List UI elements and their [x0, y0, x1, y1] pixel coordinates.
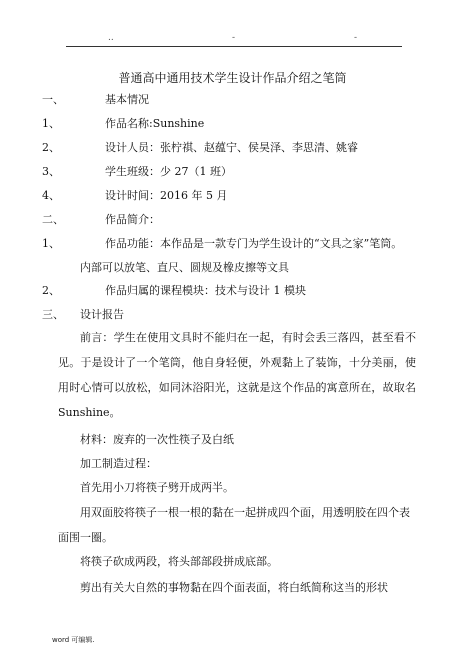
footer-note: word 可编辑.	[52, 636, 95, 644]
process-step: 将筷子砍成两段，将头部部段拼成底部。	[80, 555, 278, 568]
document-title: 普通高中通用技术学生设计作品介绍之笔筒	[118, 71, 347, 85]
process-step: 首先用小刀将筷子劈开成两半。	[80, 481, 234, 494]
process-step: 剪出有关大自然的事物黏在四个面表面，将白纸简称这当的形状	[80, 581, 388, 594]
document-page: .. - - 普通高中通用技术学生设计作品介绍之笔筒 一、 基本情况 1、 作品名称:Sunshine 2、 设计人员：张柠祺、赵蕴宁、侯昊泽、李思清、姚睿 3、 学生班级：少 27（1 班） 4、 设计时间：2016 年 5 月 二、 作品简介： 1、 作品功能：本作品是一款专门为学生设计的“文具之家”笔筒。 内部可以放笔、直尺、圆规及橡皮擦等文具 2、 作品归属的课程模块：技术与设计 1 模块 三、 设计报告 前言：学生在使用文具时不能归在一起，有时会丢三落四，甚至看不见。于是设计了一个笔筒，他自身轻便，外观黏上了装饰，十分美丽，使用时心情可以放松，如同沐浴阳光，这就是这个作品的寓意所在，故取名 Sunshine。 材料：废弃的一次性筷子及白纸 加工制造过程： 首先用小刀将筷子劈开成两半。 用双面胶将筷子一根一根的黏在一起拼成四个面，用透明胶在四个表面围一圈。 将筷子砍成两段，将头部部段拼成底部。 剪出有关大自然的事物黏在四个面表面，将白纸简称这当的形状 word 可编辑.	[0, 0, 465, 657]
list-item-continuation: 内部可以放笔、直尺、圆规及橡皮擦等文具	[80, 261, 289, 274]
header-mark: ..	[108, 33, 114, 43]
preface-paragraph: 前言：学生在使用文具时不能归在一起，有时会丢三落四，甚至看不见。于是设计了一个笔筒，他自身轻便，外观黏上了装饰，十分美丽，使用时心情可以放松，如同沐浴阳光，这就是这个作品的寓意所在，故取名 Sunshine。	[58, 331, 416, 419]
process-title: 加工制造过程：	[80, 457, 157, 470]
header-rule	[66, 46, 402, 47]
materials-line: 材料：废弃的一次性筷子及白纸	[80, 433, 234, 446]
header-mark: -	[232, 33, 236, 43]
process-step: 用双面胶将筷子一根一根的黏在一起拼成四个面，用透明胶在四个表面围一圈。	[58, 506, 410, 544]
header-mark: -	[354, 33, 358, 43]
